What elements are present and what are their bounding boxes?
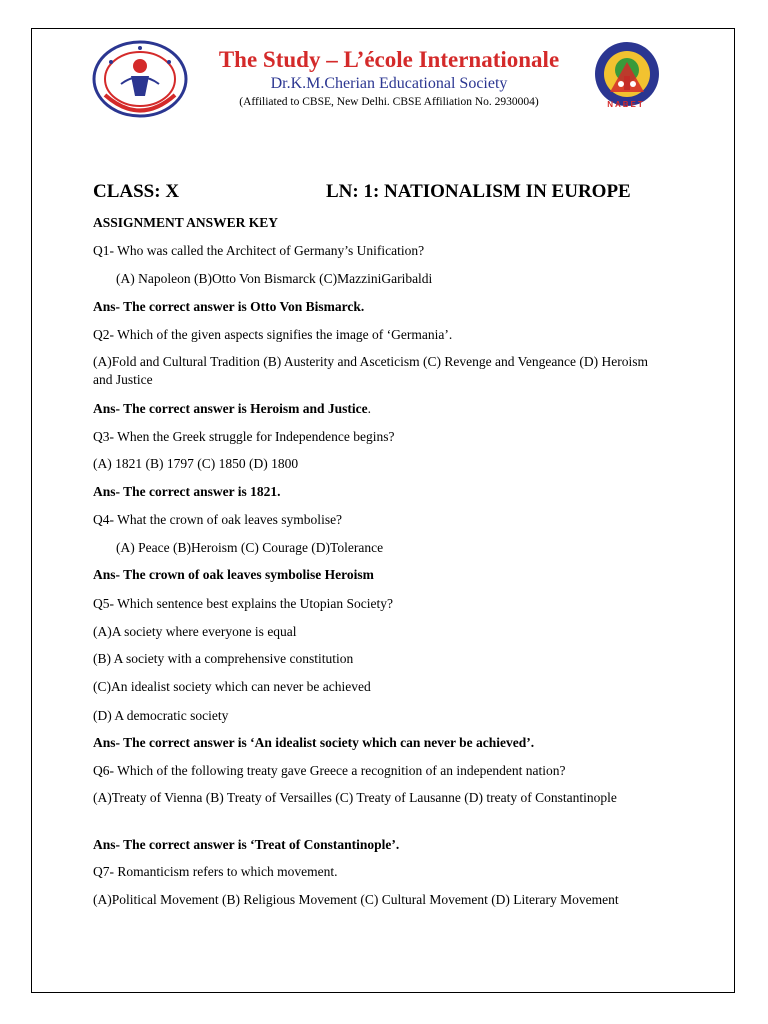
question-5-option-b: (B) A society with a comprehensive constitution <box>93 651 354 666</box>
question-6-answer: Ans- The correct answer is ‘Treat of Constantinople’. <box>93 837 400 852</box>
question-1-options: (A) Napoleon (B)Otto Von Bismarck (C)MazziniGaribaldi <box>116 271 433 286</box>
affiliation-text: (Affiliated to CBSE, New Delhi. CBSE Affiliation No. 2930004) <box>239 96 539 108</box>
question-3-options: (A) 1821 (B) 1797 (C) 1850 (D) 1800 <box>93 456 299 471</box>
question-4-answer: Ans- The crown of oak leaves symbolise Heroism <box>93 567 374 582</box>
letterhead <box>0 0 768 130</box>
question-1-answer: Ans- The correct answer is Otto Von Bismarck. <box>93 299 365 314</box>
question-3-answer: Ans- The correct answer is 1821. <box>93 484 281 499</box>
question-7: Q7- Romanticism refers to which movement. <box>93 864 338 879</box>
question-2-answer <box>93 400 663 418</box>
question-6-options: (A)Treaty of Vienna (B) Treaty of Versailles (C) Treaty of Lausanne (D) treaty of Constantinople <box>93 790 617 805</box>
question-5: Q5- Which sentence best explains the Utopian Society? <box>93 596 394 611</box>
question-5-answer: Ans- The correct answer is ‘An idealist society which can never be achieved’. <box>93 735 535 750</box>
question-2-answer-period: . <box>367 401 371 416</box>
question-5-option-c: (C)An idealist society which can never be achieved <box>93 679 371 694</box>
question-2: Q2- Which of the given aspects signifies the image of ‘Germania’. <box>93 327 453 342</box>
society-name: Dr.K.M.Cherian Educational Society <box>270 75 508 92</box>
question-5-option-d: (D) A democratic society <box>93 708 229 723</box>
class-title: CLASS: X <box>93 181 180 202</box>
question-1: Q1- Who was called the Architect of Germany’s Unification? <box>93 243 425 258</box>
question-6: Q6- Which of the following treaty gave Greece a recognition of an independent nation? <box>93 763 566 778</box>
question-4-options: (A) Peace (B)Heroism (C) Courage (D)Tolerance <box>116 540 384 555</box>
nabet-label: NABET <box>607 100 645 109</box>
question-4: Q4- What the crown of oak leaves symbolise? <box>93 512 343 527</box>
title-row <box>93 181 673 207</box>
question-2-answer-text: Ans- The correct answer is Heroism and Justice <box>93 401 368 416</box>
school-emblem-icon <box>91 40 189 118</box>
question-5-option-a: (A)A society where everyone is equal <box>93 624 297 639</box>
question-3: Q3- When the Greek struggle for Independence begins? <box>93 429 395 444</box>
question-2-options: (A)Fold and Cultural Tradition (B) Austerity and Asceticism (C) Revenge and Vengeance (D) Heroism and Justice <box>93 354 649 387</box>
question-7-options: (A)Political Movement (B) Religious Movement (C) Cultural Movement (D) Literary Movement <box>93 892 619 907</box>
lesson-title: LN: 1: NATIONALISM IN EUROPE <box>326 181 631 202</box>
school-name: The Study – L’école Internationale <box>218 47 560 72</box>
assignment-heading: ASSIGNMENT ANSWER KEY <box>93 215 279 230</box>
